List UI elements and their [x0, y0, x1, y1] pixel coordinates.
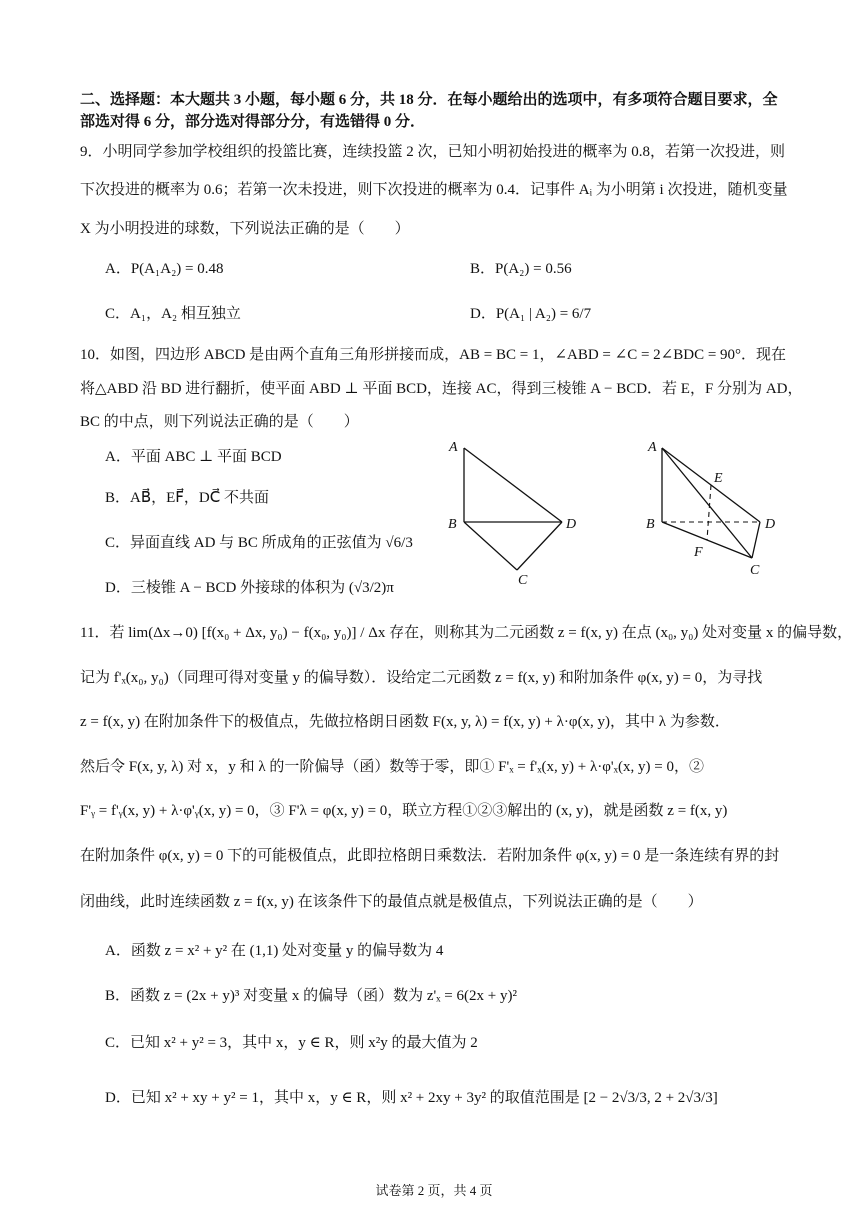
figure-planar-quadrilateral [440, 436, 590, 586]
q10-option-a: A．平面 ABC ⊥ 平面 BCD [105, 449, 282, 465]
fig2-label-e: E [714, 471, 723, 486]
q11-stem-line5: F'ᵧ = f'ᵧ(x, y) + λ·φ'ᵧ(x, y) = 0，③ F'λ = φ(x, y) = 0，联立方程①②③解出的 (x, y)，就是函数 z = f(x, y) [80, 803, 728, 819]
q11-option-c: C．已知 x² + y² = 3，其中 x，y ∈ R，则 x²y 的最大值为 2 [105, 1035, 478, 1051]
page-footer: 试卷第 2 页，共 4 页 [375, 1183, 493, 1198]
fig2-label-d: D [765, 517, 776, 532]
q9-option-c: C．A₁，A₂ 相互独立 [105, 306, 241, 322]
q10-option-b: B．AB⃗，EF⃗，DC⃗ 不共面 [105, 490, 269, 506]
fig1-label-d: D [566, 517, 577, 532]
q9-stem-line3: X 为小明投进的球数，下列说法正确的是（ ） [80, 221, 410, 237]
q11-option-b: B．函数 z = (2x + y)³ 对变量 x 的偏导（函）数为 z'ₓ = 6(2x + y)² [105, 988, 517, 1004]
q10-stem-line1: 10．如图，四边形 ABCD 是由两个直角三角形拼接而成，AB = BC = 1，∠ABD = ∠C = 2∠BDC = 90°．现在 [80, 347, 787, 363]
fig1-label-b: B [448, 517, 457, 532]
q11-stem-line1: 11．若 lim(Δx→0) [f(x₀ + Δx, y₀) − f(x₀, y₀)] / Δx 存在，则称其为二元函数 z = f(x, y) 在点 (x₀, y₀) 处对变量 x 的偏导数， [80, 625, 853, 641]
q11-stem-line6: 在附加条件 φ(x, y) = 0 下的可能极值点，此即拉格朗日乘数法．若附加条件 φ(x, y) = 0 是一条连续有界的封 [80, 848, 780, 864]
fig1-label-c: C [518, 573, 528, 586]
q11-stem-line2: 记为 f'ₓ(x₀, y₀)（同理可得对变量 y 的偏导数）．设给定二元函数 z = f(x, y) 和附加条件 φ(x, y) = 0，为寻找 [80, 670, 763, 686]
q11-stem-line7: 闭曲线，此时连续函数 z = f(x, y) 在该条件下的最值点就是极值点，下列说法正确的是（ ） [80, 894, 703, 910]
fig2-label-b: B [646, 517, 655, 532]
fig2-label-a: A [648, 440, 657, 455]
q9-option-a: A．P(A₁A₂) = 0.48 [105, 261, 224, 277]
section-title: 二、选择题：本大题共 3 小题，每小题 6 分，共 18 分．在每小题给出的选项中，有多项符合题目要求，全 [80, 92, 778, 108]
fig2-label-f: F [694, 545, 703, 560]
q11-option-a: A．函数 z = x² + y² 在 (1,1) 处对变量 y 的偏导数为 4 [105, 943, 444, 959]
q10-stem-line2: 将△ABD 沿 BD 进行翻折，使平面 ABD ⊥ 平面 BCD，连接 AC，得到三棱锥 A − BCD．若 E，F 分别为 AD， [80, 381, 803, 397]
figure-folded-tetrahedron [640, 436, 790, 586]
q11-option-d: D．已知 x² + xy + y² = 1，其中 x，y ∈ R，则 x² + 2xy + 3y² 的取值范围是 [2 − 2√3/3, 2 + 2√3/3] [105, 1090, 718, 1106]
q10-option-c: C．异面直线 AD 与 BC 所成角的正弦值为 √6/3 [105, 535, 413, 551]
q11-stem-line3: z = f(x, y) 在附加条件下的极值点，先做拉格朗日函数 F(x, y, λ) = f(x, y) + λ·φ(x, y)，其中 λ 为参数． [80, 714, 730, 730]
q11-stem-line4: 然后令 F(x, y, λ) 对 x，y 和 λ 的一阶偏导（函）数等于零，即① F'ₓ = f'ₓ(x, y) + λ·φ'ₓ(x, y) = 0，② [80, 759, 704, 775]
fig2-label-c: C [750, 563, 760, 578]
q9-option-d: D．P(A₁ | A₂) = 6/7 [470, 306, 592, 322]
section-title-cont: 部选对得 6 分，部分选对得部分分，有选错得 0 分． [80, 114, 426, 130]
q9-stem-line1: 9．小明同学参加学校组织的投篮比赛，连续投篮 2 次，已知小明初始投进的概率为 0.8，若第一次投进，则 [80, 144, 786, 160]
q10-stem-line3: BC 的中点，则下列说法正确的是（ ） [80, 414, 359, 430]
fig1-label-a: A [449, 440, 458, 455]
q10-option-d: D．三棱锥 A − BCD 外接球的体积为 (√3/2)π [105, 580, 394, 596]
q9-option-b: B．P(A₂) = 0.56 [470, 261, 572, 277]
q9-stem-line2: 下次投进的概率为 0.6；若第一次未投进，则下次投进的概率为 0.4．记事件 Aᵢ 为小明第 i 次投进，随机变量 [80, 182, 788, 198]
